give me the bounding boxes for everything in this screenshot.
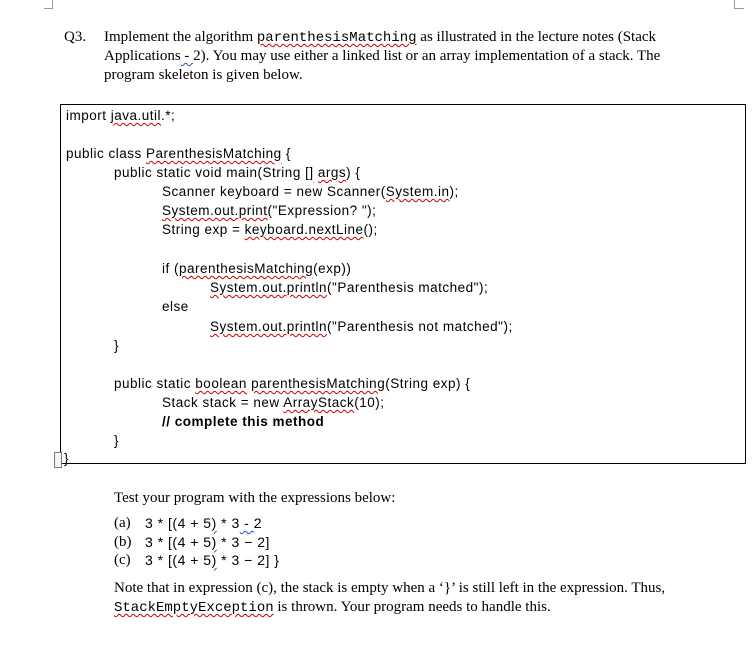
code-line-scanner: Scanner keyboard = new Scanner(System.in); xyxy=(162,184,459,199)
code-line-string: String exp = keyboard.nextLine(); xyxy=(162,222,378,237)
code-line-import: import java.util.*; xyxy=(66,108,176,123)
code-line-class: public class ParenthesisMatching { xyxy=(66,146,291,161)
code-line-close-method: } xyxy=(114,433,120,448)
page-corner-mark xyxy=(734,8,744,9)
test-intro: Test your program with the expressions below: xyxy=(114,490,396,506)
code-line-close-main: } xyxy=(114,338,120,353)
question-line-2: Applications - 2). You may use either a linked list or an array implementation of a stack. The xyxy=(104,48,661,64)
test-label-b: (b) xyxy=(114,534,132,550)
code-line-if: if (parenthesisMatching(exp)) xyxy=(162,261,352,276)
code-line-stack: Stack stack = new ArrayStack(10); xyxy=(162,395,385,410)
exception-name-code: StackEmptyException xyxy=(114,600,274,616)
note-line-2: StackEmptyException is thrown. Your program needs to handle this. xyxy=(114,599,551,616)
code-line-method: public static boolean parenthesisMatching(String exp) { xyxy=(114,376,471,391)
question-line-1: Implement the algorithm parenthesisMatching as illustrated in the lecture notes (Stack xyxy=(104,29,657,46)
test-label-c: (c) xyxy=(114,552,131,568)
test-expression-b: 3 * [(4 + 5) * 3 − 2] xyxy=(145,534,270,550)
code-line-comment: // complete this method xyxy=(162,414,325,429)
question-number: Q3. xyxy=(64,29,87,45)
note-line-1: Note that in expression (c), the stack is empty when a ‘}’ is still left in the expression. Thus, xyxy=(114,580,666,596)
test-expression-a: 3 * [(4 + 5) * 3 - 2 xyxy=(145,515,263,531)
code-line-main: public static void main(String [] args) { xyxy=(114,165,361,180)
page-corner-mark xyxy=(44,8,53,9)
page-corner-mark xyxy=(734,0,735,8)
code-line-else: else xyxy=(162,299,189,314)
test-label-a: (a) xyxy=(114,515,131,531)
question-line-3: program skeleton is given below. xyxy=(104,67,303,83)
code-line-print: System.out.print("Expression? "); xyxy=(162,203,377,218)
line-selection-marker xyxy=(54,452,62,468)
page-corner-mark xyxy=(52,0,53,8)
test-expression-c: 3 * [(4 + 5) * 3 − 2] } xyxy=(145,552,280,568)
code-line-println-matched: System.out.println("Parenthesis matched"); xyxy=(210,280,489,295)
code-line-println-not-matched: System.out.println("Parenthesis not matched"); xyxy=(210,319,513,334)
algorithm-name-code: parenthesisMatching xyxy=(256,30,417,46)
code-line-close-class: } xyxy=(64,451,70,466)
